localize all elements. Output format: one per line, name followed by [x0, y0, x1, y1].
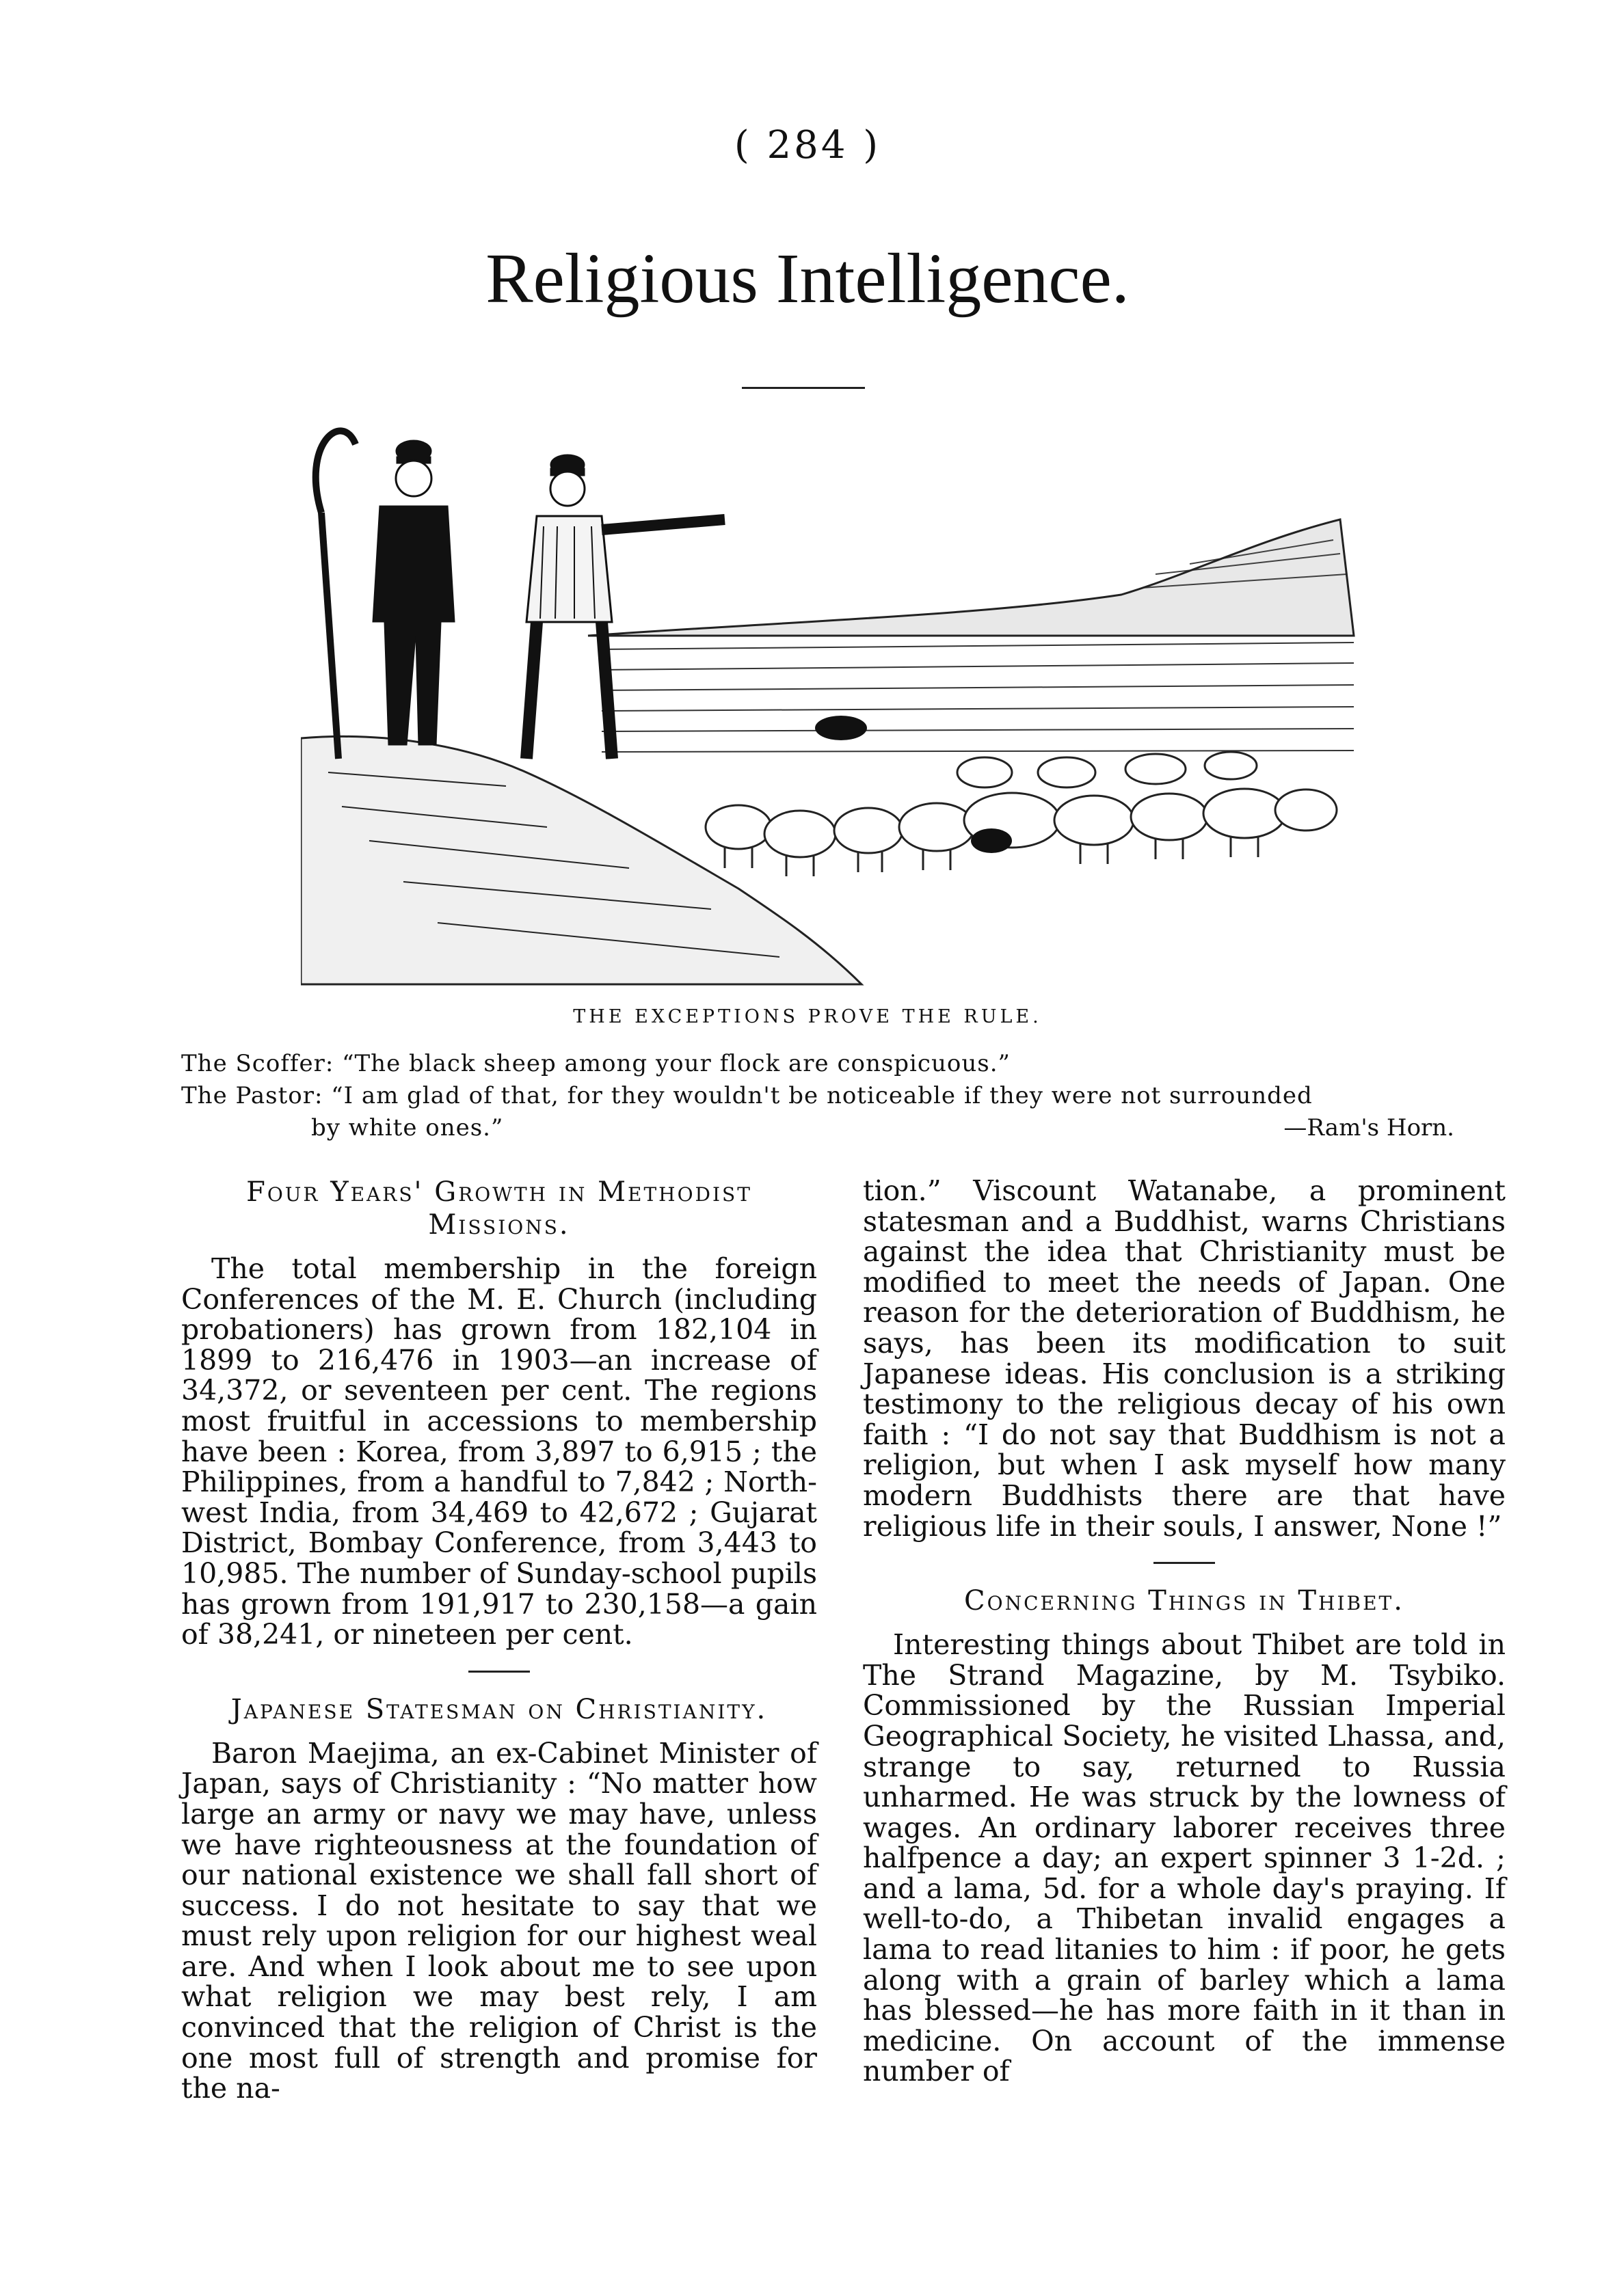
- section-heading-methodist: Four Years' Growth in Methodist Missions.: [246, 1176, 752, 1241]
- caption-attribution: —Ram's Horn.: [1283, 1114, 1454, 1142]
- article-body-methodist: The total membership in the foreign Conferences of the M. E. Church (including probationers) has grown from 182,104 in 1899 to 216,476 in 1903—an increase of 34,372, or seventeen per cent. The regions most fruitful in accessions to membership have been : Korea, from 3,897 to 6,915 ; the Philippines, from a handful to 7,842 ; North-west India, from 34,469 to 42,672 ; Gujarat District, Bombay Conference, from 3,443 to 10,985. The number of Sunday-school pupils has grown from 191,917 to 230,158—a gain of 38,241, or nineteen per cent.: [181, 1252, 817, 1651]
- section-divider: [1153, 1562, 1215, 1564]
- section-heading-thibet: Concerning Things in Thibet.: [964, 1585, 1404, 1617]
- page-title: Religious Intelligence.: [485, 239, 1130, 318]
- caption-line-scoffer: The Scoffer: “The black sheep among your flock are conspicuous.”: [181, 1050, 1011, 1077]
- left-column: [181, 1176, 817, 2104]
- shepherds-and-sheep-illustration: [301, 417, 1367, 991]
- caption-title: THE EXCEPTIONS PROVE THE RULE.: [573, 1006, 1042, 1027]
- section-divider: [468, 1671, 530, 1673]
- article-body-thibet: Interesting things about Thibet are told in The Strand Magazine, by M. Tsybiko. Commissioned by the Russian Imperial Geographical Society, he visited Lhassa, and, strange to say, returned to Russia unharmed. He was struck by the lowness of wages. An ordinary laborer receives three halfpence a day; an expert spinner 3 1-2d. ; and a lama, 5d. for a whole day's praying. If well-to-do, a Thibetan invalid engages a lama to read litanies to him : if poor, he gets along with a grain of barley which a lama has blessed—he has more faith in it than in medicine. On account of the immense number of: [863, 1628, 1506, 2088]
- page-number: ( 284 ): [734, 123, 881, 167]
- title-rule: [742, 387, 865, 389]
- article-body-japanese: Baron Maejima, an ex-Cabinet Minister of Japan, says of Christianity : “No matter how large an army or navy we may have, unless we have righteousness at the foundation of our national existence we shall fall short of success. I do not hesitate to say that we must rely upon religion for our highest weal are. And when I look about me to see upon what religion we may best rely, I am convinced that the religion of Christ is the one most full of strength and promise for the na-: [181, 1736, 817, 2105]
- article-body-japanese-continued: tion.” Viscount Watanabe, a prominent statesman and a Buddhist, warns Christians against the idea that Christianity must be modified to meet the needs of Japan. One reason for the deterioration of Buddhism, he says, has been its modification to suit Japanese ideas. His conclusion is a striking testimony to the religious decay of his own faith : “I do not say that Buddhism is not a religion, but when I ask myself how many modern Buddhists there are that have religious life in their souls, I answer, None !”: [863, 1174, 1506, 1543]
- caption-line-pastor: The Pastor: “I am glad of that, for they wouldn't be noticeable if they were not surrounded: [181, 1082, 1313, 1109]
- right-column: [863, 1176, 1506, 2087]
- caption-line-pastor-cont: by white ones.”: [311, 1114, 504, 1142]
- section-heading-japanese: Japanese Statesman on Christianity.: [230, 1693, 768, 1725]
